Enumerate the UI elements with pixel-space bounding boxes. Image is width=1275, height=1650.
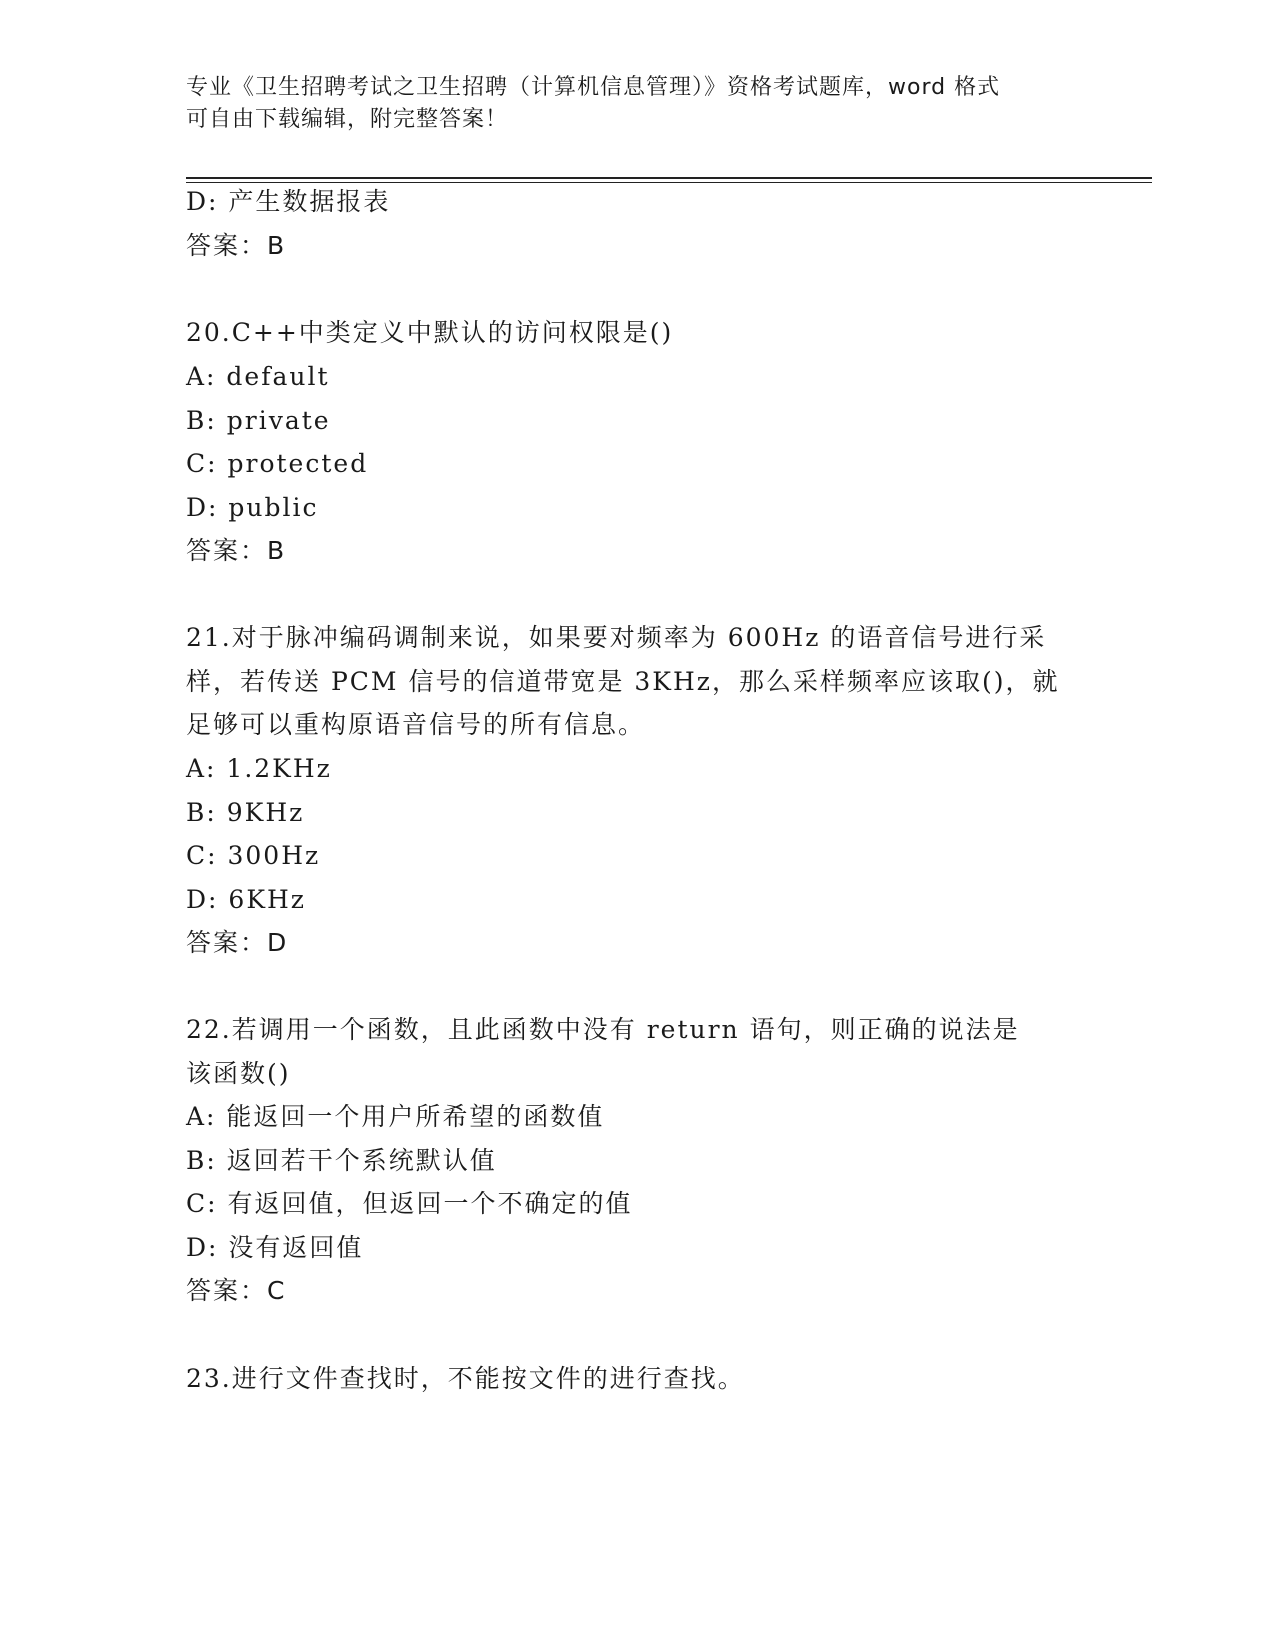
prev-option-d: D: 产生数据报表 xyxy=(186,187,391,216)
q22-option-c: C: 有返回值，但返回一个不确定的值 xyxy=(186,1189,633,1218)
q20-option-d: D: public xyxy=(186,493,319,522)
document-header xyxy=(186,72,1086,136)
q20-option-b: B: private xyxy=(186,406,331,435)
q21-option-c: C: 300Hz xyxy=(186,841,321,870)
q22-option-a: A: 能返回一个用户所希望的函数值 xyxy=(186,1102,605,1131)
header-divider-thick xyxy=(186,177,1152,179)
q21-stem-line-3: 足够可以重构原语音信号的所有信息。 xyxy=(186,710,646,739)
header-line-2: 可自由下载编辑，附完整答案！ xyxy=(186,107,509,132)
q21-option-a: A: 1.2KHz xyxy=(186,754,332,783)
q21-answer: 答案：D xyxy=(186,928,289,957)
q22-answer: 答案：C xyxy=(186,1276,287,1305)
q20-stem: 20.C++中类定义中默认的访问权限是() xyxy=(186,318,674,347)
header-line-1: 专业《卫生招聘考试之卫生招聘（计算机信息管理）》资格考试题库，word 格式 xyxy=(186,75,1001,100)
prev-answer: 答案：B xyxy=(186,231,287,260)
q22-stem-line-1: 22.若调用一个函数，且此函数中没有 return 语句，则正确的说法是 xyxy=(186,1015,1020,1044)
q22-option-b: B: 返回若干个系统默认值 xyxy=(186,1146,497,1175)
q21-option-d: D: 6KHz xyxy=(186,885,306,914)
q22-option-d: D: 没有返回值 xyxy=(186,1233,364,1262)
q21-stem-line-1: 21.对于脉冲编码调制来说，如果要对频率为 600Hz 的语音信号进行采 xyxy=(186,623,1047,652)
q20-option-c: C: protected xyxy=(186,449,369,478)
q21-option-b: B: 9KHz xyxy=(186,798,305,827)
q23-stem: 23.进行文件查找时，不能按文件的进行查找。 xyxy=(186,1364,745,1393)
q21-stem-line-2: 样，若传送 PCM 信号的信道带宽是 3KHz，那么采样频率应该取()，就 xyxy=(186,667,1060,696)
header-divider-thin xyxy=(186,182,1152,183)
q20-answer: 答案：B xyxy=(186,536,287,565)
q22-stem-line-2: 该函数() xyxy=(186,1059,291,1088)
q20-option-a: A: default xyxy=(186,362,330,391)
